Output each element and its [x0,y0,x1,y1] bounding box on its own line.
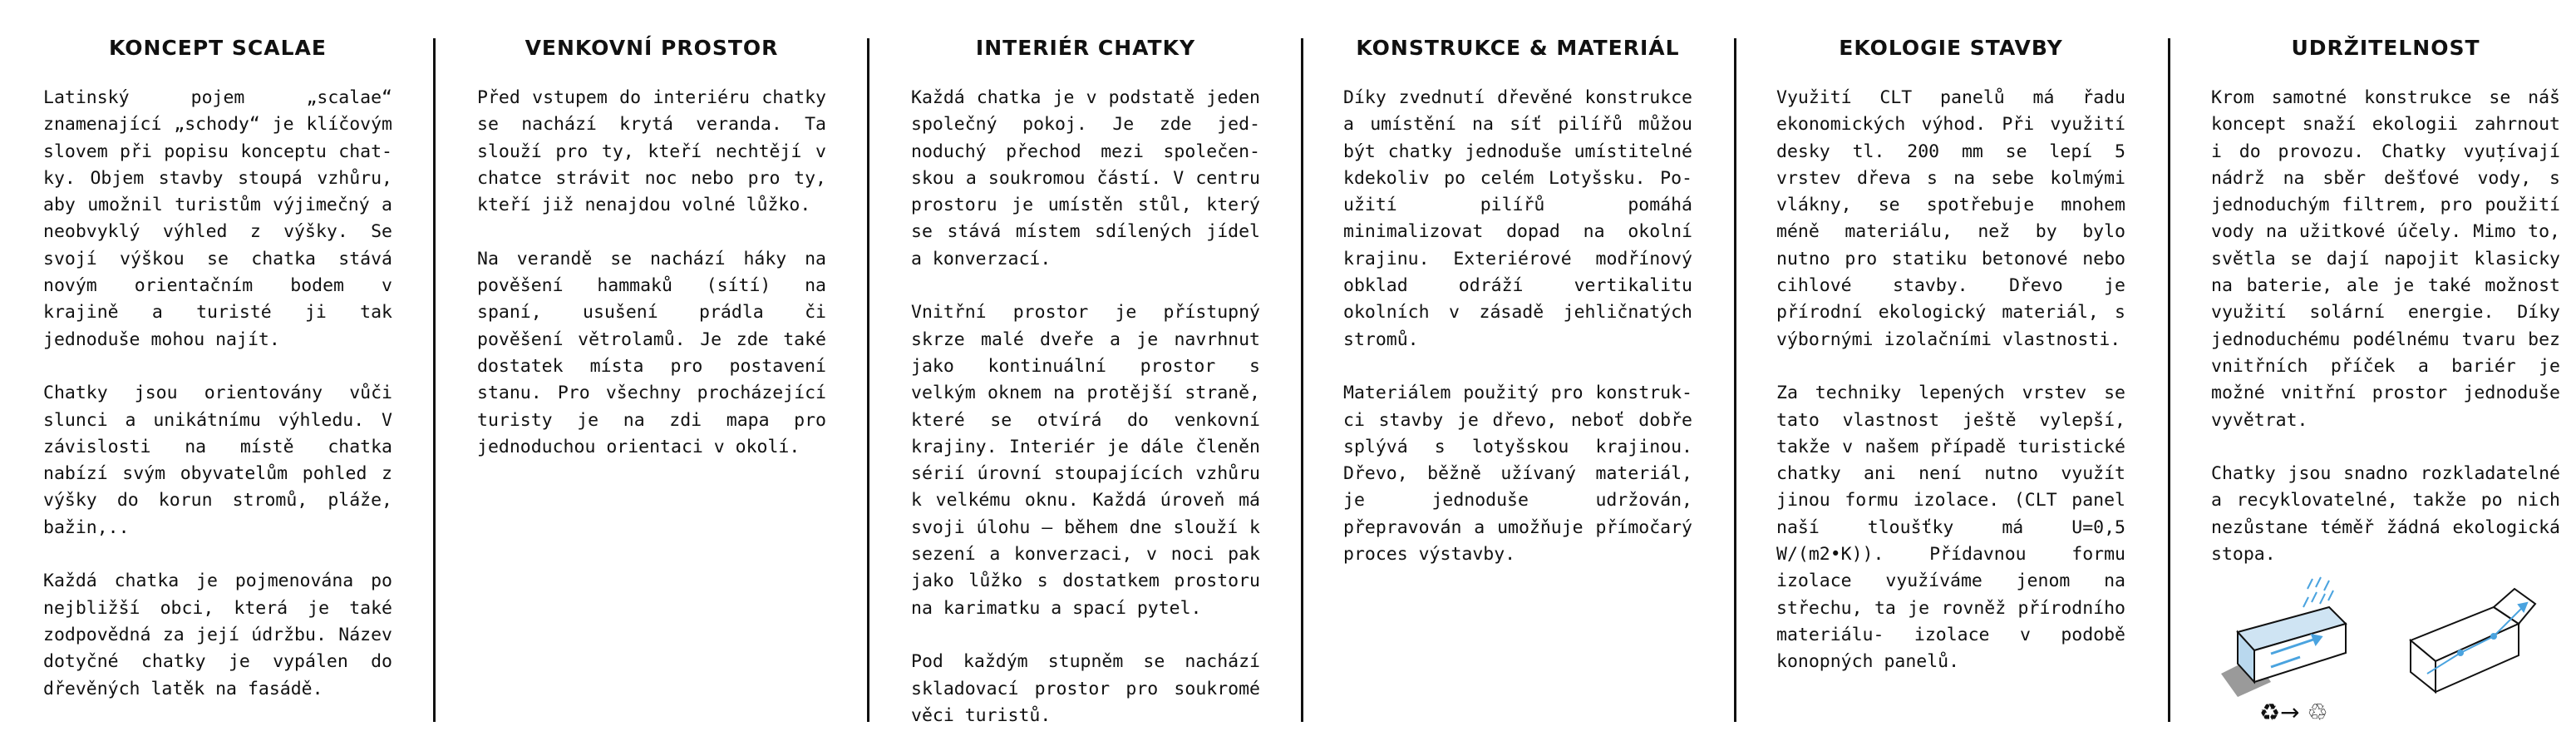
solar-light-icon [2394,582,2552,699]
column-koncept [43,0,392,754]
paragraph: Vnitřní prostor je přístupný skrze malé dveře a je navrhnut jako kontinuální prostor s velkým oknem na protější straně, které se otvírá do venkovní krajiny. Interiér je dále členěn sérií úrovní stoupajících vzhůru k velkému oknu. Každá úroveň má svoji úlohu – během dne slouží k sezení a konverzaci, v noci pak jako lůžko s dostatkem prostoru na karimatku a spací pytel. [911,302,1260,619]
column-divider [1734,38,1736,722]
column-interier [911,0,1260,754]
paragraph: Krom samotné konstrukce se náš koncept snaží ekologii zahrnout i do provozu. Chatky vyuțívají nádrž na sběr dešťové vody, s jednoduchým filtrem, pro použití vody na užitkové účely. Mimo to, světla se dají napojit klasicky na baterie, ale je také možnost využití solární energie. Díky jednoduchému podélnému tvaru bez vnitřních příček a bariér je možné vnitřní prostor jednoduše vyvětrat. [2211,87,2560,431]
recycle-legend [2259,700,2328,725]
column-body [477,85,826,487]
column-body [43,85,392,729]
paragraph: Před vstupem do interiéru chatky se nachází krytá veranda. Ta slouží pro ty, kteří nechtějí v chatce strávit noc nebo pro ty, kteří již nenajdou volné lůžko. [477,87,826,216]
column-title: UDRŽITELNOST [2291,36,2480,60]
column-body [911,85,1260,756]
paragraph: Na verandě se nachází háky na pověšení hammaků (sítí) na spaní, usušení prádla či pověšení větrolamů. Je zde také dostatek místa pro postavení stanu. Pro všechny procházející turisty je na zdi mapa pro jednoduchou orientaci v okolí. [477,248,826,457]
column-body [1343,85,1692,595]
column-title: KONSTRUKCE & MATERIÁL [1356,36,1680,60]
column-title: VENKOVNÍ PROSTOR [525,36,779,60]
paragraph: Za techniky lepených vrstev se tato vlastnost ještě vylepší, takže v našem případě turistické chatky ani není nutno využít jinou formu izolace. (CLT panel naší tloušťky má U=0,5 W/(m2•K)). Přídavnou formu izolace využíváme jenom na střechu, ta je rovněž přírodního materiálu- izolace v podobě konopných panelů. [1776,383,2125,673]
paragraph: Latinský pojem „scalae“ znamenající „schody“ je klíčovým slovem při popisu konceptu chatky. Objem stavby stoupá vzhůru, aby umožnil turistům výjimečný a neobvyklý výhled z výšky. Se svojí výškou se chatka stává novým orientačním bodem v krajině a turisté ji tak jednoduše mohou najít. [43,87,392,350]
column-konstrukce [1343,0,1692,754]
paragraph: Díky zvednutí dřevěné konstrukce a umístění na síť pilířů můžou být chatky jednoduše umístitelné kdekoliv po celém Lotyšsku. Použití pilířů pomáhá minimalizovat dopad na okolní krajinu. Exteriérové modřínový obklad odráží vertikalitu okolních v zásadě jehličnatých stromů. [1343,87,1692,350]
column-divider [1301,38,1303,722]
column-divider [2168,38,2170,722]
paragraph: Chatky jsou orientovány vůči slunci a unikátnímu výhledu. V závislosti na místě chatka nabízí svým obyvatelům pohled z výšky do korun stromů, pláže, bažin,.. [43,383,392,538]
column-title: EKOLOGIE STAVBY [1839,36,2063,60]
rain-collection-icon [2221,574,2371,699]
paragraph: Materiálem použitý pro konstrukci stavby je dřevo, neboť dobře splývá s lotyšskou krajinou. Dřevo, běžně užívaný materiál, je jednoduše udržován, přepravován a umožňuje přímočarý proces výstavby. [1343,383,1692,566]
paragraph: Využití CLT panelů má řadu ekonomických výhod. Při využití desky tl. 200 mm se lepí 5 vrstev dřeva s na sebe kolmými vlákny, se spotřebuje mnohem méně materiálu, než by bylo nutno pro statiku betonové nebo cihlové stavby. Dřevo je přírodní ekologický materiál, s výbornými izolačními vlastnosti. [1776,87,2125,350]
column-divider [433,38,436,722]
paragraph: Chatky jsou snadno rozkladatelné a recyklovatelné, takže po nich nezůstane téměř žádná ekologická stopa. [2211,463,2560,566]
column-body [1776,85,2125,703]
column-venkovni [477,0,826,754]
recycle-icon: ♻→ ♲ [2259,699,2328,726]
column-body [2211,85,2560,595]
paragraph: Každá chatka je v podstatě jeden společný pokoj. Je zde jednoduchý přechod mezi společenskou a soukromou částí. V centru prostoru je umístěn stůl, který se stává místem sdílených jídel a konverzací. [911,87,1260,269]
paragraph: Pod každým stupněm se nachází skladovací prostor pro soukromé věci turistů. [911,651,1260,726]
column-title: KONCEPT SCALAE [109,36,327,60]
column-ekologie [1776,0,2125,754]
column-divider [867,38,869,722]
paragraph: Každá chatka je pojmenována po nejbližší obci, která je také zodpovědná za její údržbu. Název dotyčné chatky je vypálen do dřevěných latěk na fasádě. [43,571,392,699]
column-title: INTERIÉR CHATKY [975,36,1196,60]
